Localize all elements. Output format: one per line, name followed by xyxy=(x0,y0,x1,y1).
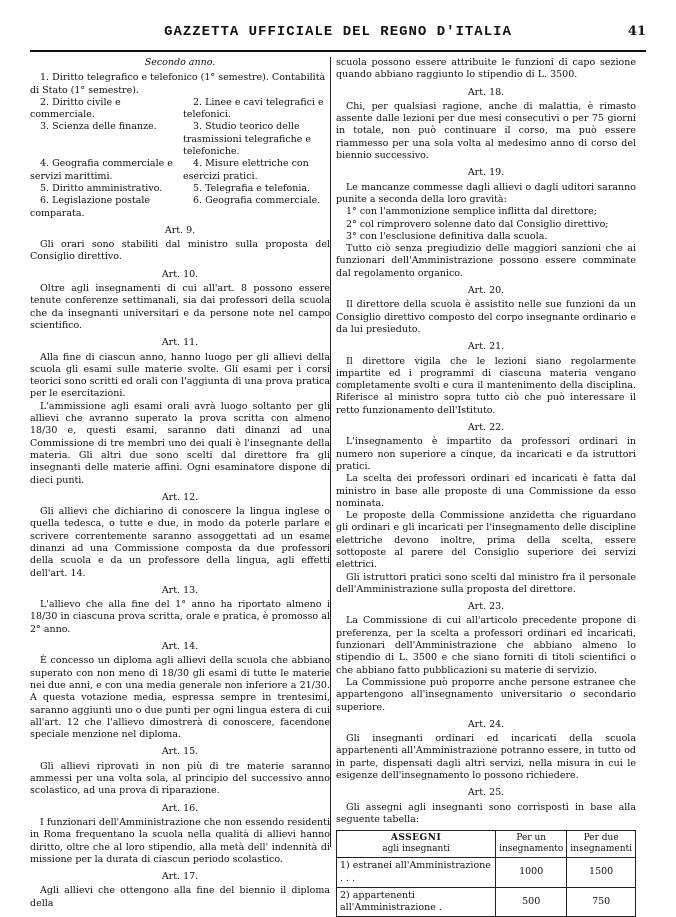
table-cell-one: 500 xyxy=(496,887,567,917)
table-cell-one: 1000 xyxy=(496,858,567,888)
article-21-title: Art. 21. xyxy=(467,341,505,353)
article-14-text: È concesso un diploma agli allievi della scuola che abbiano superato con non meno di 18/30 gli esami di tutte le materie nei due anni, e con una media generale non inferiore a 21/30. A questa votazione media, espressa sempre in trentesimi, saranno aggiunti uno o due punti per ogni lingua estera di cui all'art. 12 che l'allievo dimostrerà di conoscere, facendone speciale menzione nel diploma. xyxy=(30,655,330,741)
continued-text: scuola possono essere attribuite le funzioni di capo sezione quando abbiano raggiunto lo stipendio di L. 3500. xyxy=(336,57,636,81)
page-number: 41 xyxy=(627,24,646,39)
list-item: 1° con l'ammonizione semplice inflitta dal direttore; xyxy=(346,206,598,218)
subject-right-6: 6. Geografia commerciale. xyxy=(193,195,321,207)
article-15-title: Art. 15. xyxy=(161,746,199,758)
subject-left-5: 5. Diritto amministrativo. xyxy=(40,182,163,194)
subject-left-1: 1. Diritto telegrafico e telefonico (1° semestre). Contabilità di Stato (1° semestre). xyxy=(30,72,326,96)
article-23-paragraph-2: La Commissione può proporre anche persone estranee che appartengono all'insegnamento universitario o secondario superiore. xyxy=(336,676,636,713)
salary-table xyxy=(336,830,636,917)
article-11-title: Art. 11. xyxy=(161,337,199,349)
sanctions-list xyxy=(336,206,636,243)
article-17-title: Art. 17. xyxy=(161,871,199,883)
article-14-title: Art. 14. xyxy=(161,641,199,653)
article-11-paragraph-1: Alla fine di ciascun anno, hanno luogo per gli allievi della scuola gli esami sulle materie svolte. Gli esami per i corsi teorici sono scritti ed orali con l'aggiunta di una prova pratica per le esercitazioni. xyxy=(30,351,330,400)
table-header-assegni: ASSEGNI agli insegnanti xyxy=(337,831,496,858)
article-22-paragraph-4: Gli istruttori pratici sono scelti dal ministro fra il personale dell'Amministrazione sulla proposta del direttore. xyxy=(336,571,636,595)
article-24-text: Gli insegnanti ordinari ed incaricati della scuola appartenenti all'Amministrazione potranno essere, in tutto od in parte, dispensati dagli altri servizi, nella misura in cui le esigenze dell'insegnamento lo possono richiedere. xyxy=(336,733,636,782)
page-header xyxy=(30,24,646,48)
subject-left-6: 6. Legislazione postale comparata. xyxy=(30,195,151,219)
subject-right-2: 2. Linee e cavi telegrafici e telefonici. xyxy=(183,96,324,121)
article-12-title: Art. 12. xyxy=(161,491,199,503)
subjects-grid xyxy=(30,72,330,220)
year-heading: Secondo anno. xyxy=(144,57,216,68)
article-22-title: Art. 22. xyxy=(467,422,505,434)
subject-right-3: 3. Studio teorico delle trasmissioni telegrafiche e telefoniche. xyxy=(183,121,312,158)
subject-left-2: 2. Diritto civile e commerciale. xyxy=(30,96,121,121)
article-16-title: Art. 16. xyxy=(161,802,199,814)
gazette-title: GAZZETTA UFFICIALE DEL REGNO D'ITALIA xyxy=(164,24,512,40)
table-header-row xyxy=(337,831,636,858)
table-row xyxy=(337,858,636,888)
article-21-text: Il direttore vigila che le lezioni siano regolarmente impartite ed i programmi di ciascuna materia vengano completamente svolti e cura il mantenimento della disciplina. Riferisce al ministro sopra tutto ciò che può interessare il retto funzionamento dell'Istituto. xyxy=(336,355,636,416)
article-19-intro: Le mancanze commesse dagli allievi o dagli uditori saranno punite a seconda della loro gravità: xyxy=(336,181,636,205)
article-9-title: Art. 9. xyxy=(164,224,196,236)
article-22-paragraph-3: Le proposte della Commissione anzidetta che riguardano gli ordinari e gli incaricati per l'insegnamento delle discipline elettriche devono inoltre, prima della scelta, essere sottoposte al parere del Consiglio superiore dei servizi elettrici. xyxy=(336,510,636,571)
list-item: 3° con l'esclusione definitiva dalla scuola. xyxy=(346,230,548,242)
table-row xyxy=(337,887,636,917)
table-cell-label: 1) estranei all'Amministrazione . . . xyxy=(337,858,496,888)
subject-left-4: 4. Geografia commerciale e servizi marittimi. xyxy=(30,158,173,182)
table-header-one: Per un insegnamento xyxy=(496,831,567,858)
article-11-paragraph-2: L'ammissione agli esami orali avrà luogo soltanto per gli allievi che avranno superato la prova scritta con almeno 18/30 e, questi esami, saranno dati dinanzi ad una Commissione di tre membri uno dei quali è l'insegnante della materia. Gli altri due sono scelti dal direttore fra gli insegnanti delle materie affini. Ogni esaminatore dispone di dieci punti. xyxy=(30,400,330,486)
table-cell-two: 1500 xyxy=(567,858,636,888)
subject-right-4: 4. Misure elettriche con esercizi pratici. xyxy=(183,158,309,182)
article-24-title: Art. 24. xyxy=(467,718,505,730)
article-19-title: Art. 19. xyxy=(467,167,505,179)
left-column xyxy=(30,57,330,910)
article-10-title: Art. 10. xyxy=(161,268,199,280)
article-19-outro: Tutto ciò senza pregiudizio delle maggiori sanzioni che ai funzionari dell'Amministrazione possono essere comminate dal regolamento organico. xyxy=(336,243,636,279)
article-23-title: Art. 23. xyxy=(467,601,505,613)
article-23-paragraph-1: La Commissione di cui all'articolo precedente propone di preferenza, per la scelta a professori ordinari ed incaricati, funzionari dell'Amministrazione che abbiano almeno lo stipendio di L. 3500 e che siano forniti di titoli scientifici o che abbiano fatto pubblicazioni su materie di servizio. xyxy=(336,615,636,676)
article-16-text: I funzionari dell'Amministrazione che non essendo residenti in Roma frequentano la scuola nella qualità di allievi hanno diritto, oltre che al loro stipendio, alla metà dell' indennità di missione per la durata di ciascun periodo scolastico. xyxy=(30,816,330,865)
article-10-text: Oltre agli insegnamenti di cui all'art. 8 possono essere tenute conferenze settimanali, sia dai professori della scuola che da insegnanti universitari e da persone note nel campo scientifico. xyxy=(30,283,330,331)
table-cell-label: 2) appartenenti all'Amministrazione . xyxy=(337,887,496,917)
column-divider xyxy=(330,57,331,847)
subject-right-5: 5. Telegrafia e telefonia. xyxy=(193,182,311,194)
table-cell-two: 750 xyxy=(567,887,636,917)
article-13-title: Art. 13. xyxy=(161,584,199,596)
article-25-text: Gli assegni agli insegnanti sono corrisposti in base alla seguente tabella: xyxy=(336,801,636,825)
article-22-paragraph-2: La scelta dei professori ordinari ed incaricati è fatta dal ministro in base alle proposte di una Commissione da esso nominata. xyxy=(336,473,636,509)
article-15-text: Gli allievi riprovati in non più di tre materie saranno ammessi per una volta sola, al principio del successivo anno scolastico, ad una prova di riparazione. xyxy=(30,760,330,797)
article-12-text: Gli allievi che dichiarino di conoscere la lingua inglese o quella tedesca, o tutte e due, in modo da poterle parlare e scrivere correntemente saranno assoggettati ad un esame dinanzi ad una Commissione composta da due professori della scuola e da un professore della lingua, agli effetti dell'art. 14. xyxy=(30,506,330,579)
article-25-title: Art. 25. xyxy=(467,787,505,799)
article-13-text: L'allievo che alla fine del 1° anno ha riportato almeno i 18/30 in ciascuna prova scritta, orale e pratica, è promosso al 2° anno. xyxy=(30,599,330,635)
article-18-title: Art. 18. xyxy=(467,86,505,98)
subject-left-3: 3. Scienza delle finanze. xyxy=(40,121,157,133)
article-17-text: Agli allievi che ottengono alla fine del biennio il diploma della xyxy=(30,885,330,909)
article-20-title: Art. 20. xyxy=(467,285,505,297)
article-22-paragraph-1: L'insegnamento è impartito da professori ordinari in numero non superiore a cinque, da incaricati e da istruttori pratici. xyxy=(336,436,636,472)
article-20-text: Il direttore della scuola è assistito nelle sue funzioni da un Consiglio direttivo composto del corpo insegnante ordinario e da lui presieduto. xyxy=(336,299,636,335)
list-item: 2° col rimprovero solenne dato dal Consiglio direttivo; xyxy=(346,218,609,230)
article-18-text: Chi, per qualsiasi ragione, anche di malattia, è rimasto assente dalle lezioni per due mesi consecutivi o per 75 giorni in totale, non può continuare il corso, ma può essere riammesso per una sola volta al medesimo anno di corso del biennio successivo. xyxy=(336,100,636,162)
table-header-two: Per due insegnamenti xyxy=(567,831,636,858)
article-9-text: Gli orari sono stabiliti dal ministro sulla proposta del Consiglio direttivo. xyxy=(30,239,330,263)
right-column xyxy=(336,57,636,917)
header-rule xyxy=(30,50,646,52)
